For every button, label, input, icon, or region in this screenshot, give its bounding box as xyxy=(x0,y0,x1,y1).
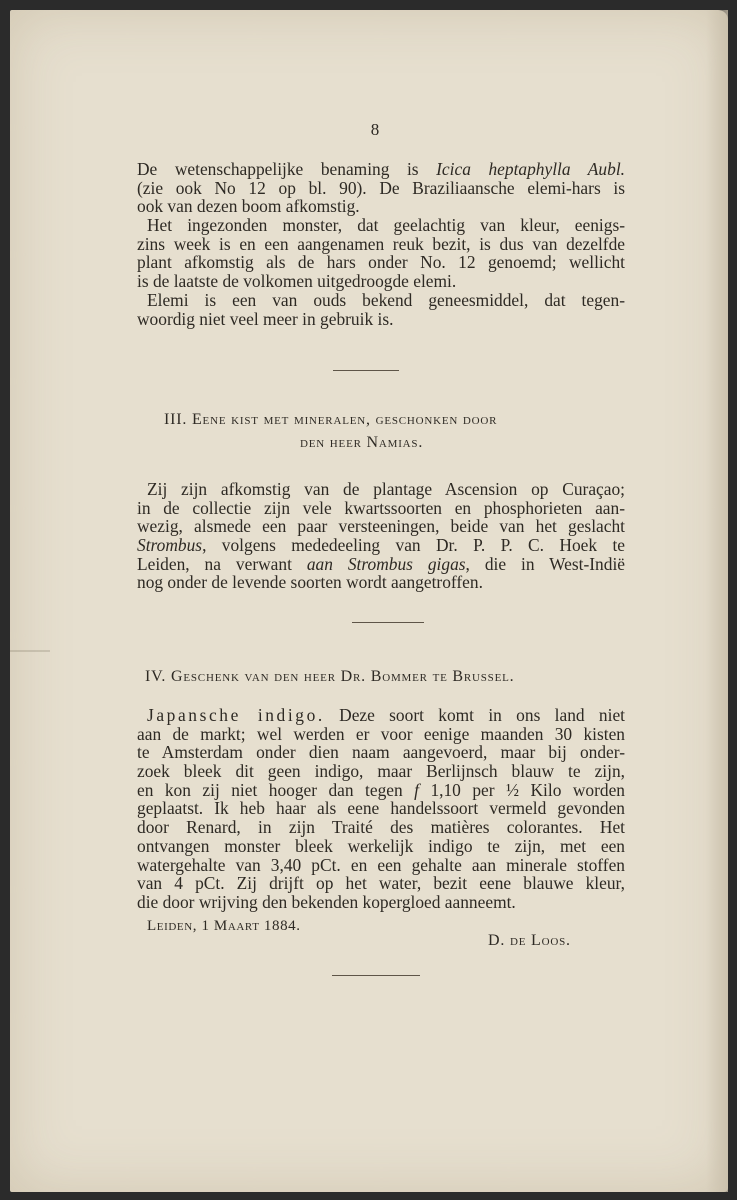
text-line: Elemi is een van ouds bekend geneesmiddel, dat tegen- xyxy=(147,289,625,310)
text-line: plant afkomstig als de hars onder No. 12 genoemd; wellicht xyxy=(137,252,625,273)
separator-rule xyxy=(352,622,424,623)
text-line xyxy=(137,781,625,800)
signature: D. de Loos. xyxy=(488,932,571,949)
species-name: Strombus xyxy=(137,535,203,556)
text-line: wezig, alsmede een paar versteeningen, beide van het geslacht xyxy=(137,516,625,537)
dateline: Leiden, 1 Maart 1884. xyxy=(147,918,301,934)
text-line: zins week is en een aangenamen reuk bezit, is dus van dezelfde xyxy=(137,233,625,254)
page-number: 8 xyxy=(370,120,380,139)
text-line: nog onder de levende soorten wordt aangetroffen. xyxy=(137,572,483,593)
text-line: watergehalte van 3,40 pCt. en een gehalte aan minerale stoffen xyxy=(137,854,625,875)
text-line: door Renard, in zijn Traité des matières colorantes. Het xyxy=(137,817,625,838)
text-span: en kon zij niet hooger dan tegen xyxy=(137,779,415,800)
text-line: is de laatste de volkomen uitgedroogde elemi. xyxy=(137,271,457,292)
text-line: zoek bleek dit geen indigo, maar Berlijnsch blauw te zijn, xyxy=(137,761,625,782)
text-line: te Amsterdam onder dien naam aangevoerd, maar bij onder- xyxy=(137,742,625,763)
florin-sign: f xyxy=(414,779,419,800)
text-span: , volgens mededeeling van Dr. P. P. C. Hoek te xyxy=(202,535,625,556)
text-span: Deze soort komt in ons land niet xyxy=(324,705,625,725)
section-heading-III-cont: den heer Namias. xyxy=(300,434,424,451)
text-span: 1,10 per ½ Kilo worden xyxy=(419,779,625,800)
paper-crease xyxy=(10,650,50,652)
text-span: , die in West-Indië xyxy=(465,553,625,574)
text-line: die door wrijving den bekenden kopergloed aanneemt. xyxy=(137,891,516,912)
paragraph-minerals xyxy=(137,480,625,592)
text-span: Leiden, na verwant xyxy=(137,553,307,574)
text-line: ook van dezen boom afkomstig. xyxy=(137,196,360,217)
text-span: De wetenschappelijke benaming is xyxy=(137,159,437,179)
text-line xyxy=(137,555,625,574)
species-name: Icica heptaphylla Aubl. xyxy=(436,159,625,179)
separator-rule xyxy=(333,370,399,371)
text-line xyxy=(137,160,625,179)
product-name: Japansche indigo. xyxy=(147,705,325,725)
text-line: ontvangen monster bleek werkelijk indigo te zijn, met een xyxy=(137,835,625,856)
paragraph-elemi xyxy=(137,160,625,328)
text-line: Zij zijn afkomstig van de plantage Ascension op Curaçao; xyxy=(147,479,625,499)
text-line xyxy=(137,706,625,725)
paragraph-indigo xyxy=(137,706,625,912)
text-line xyxy=(137,536,625,555)
text-line: geplaatst. Ik heb haar als eene handelssoort vermeld gevonden xyxy=(137,798,625,819)
paper-edge xyxy=(706,10,728,1192)
text-line: (zie ook No 12 op bl. 90). De Braziliaansche elemi-hars is xyxy=(137,177,625,198)
section-heading-III: III. Eene kist met mineralen, geschonken door xyxy=(164,411,498,428)
text-line: Het ingezonden monster, dat geelachtig van kleur, eenigs- xyxy=(147,215,625,236)
species-name: aan Strombus gigas xyxy=(306,553,466,574)
text-line: aan de markt; wel werden er voor eenige maanden 30 kisten xyxy=(137,723,625,744)
section-heading-IV: IV. Geschenk van den heer Dr. Bommer te Brussel. xyxy=(145,668,515,685)
text-line: in de collectie zijn vele kwartssoorten en phosphorieten aan- xyxy=(137,497,625,518)
separator-rule xyxy=(332,975,420,976)
text-line: van 4 pCt. Zij drijft op het water, bezit eene blauwe kleur, xyxy=(137,873,625,894)
text-line: woordig niet veel meer in gebruik is. xyxy=(137,308,394,329)
